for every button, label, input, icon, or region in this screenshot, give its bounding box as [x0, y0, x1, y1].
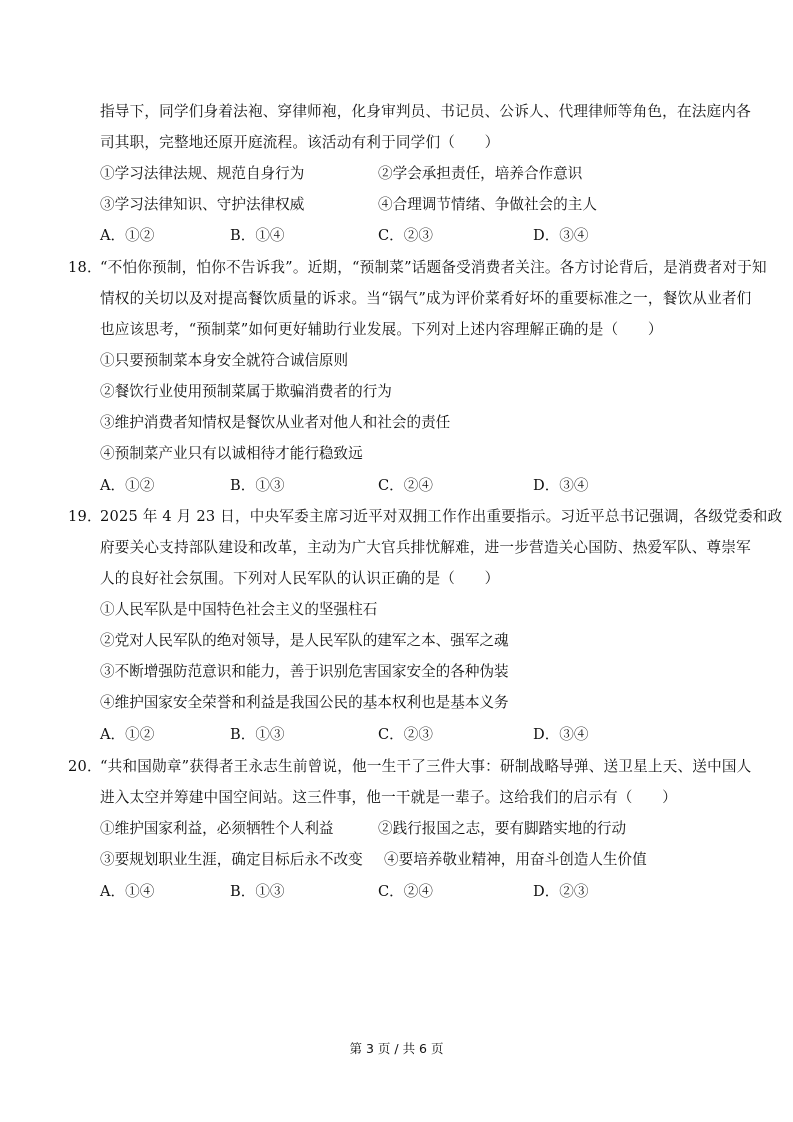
choice-a: A．①②: [100, 726, 155, 743]
question-text-line: 司其职，完整地还原开庭流程。该活动有利于同学们（ ）: [100, 134, 500, 151]
statement-option: ④预制菜产业只有以诚相待才能行稳致远: [100, 445, 363, 462]
choice-d: D．②③: [533, 883, 589, 900]
statement-option: ③维护消费者知情权是餐饮从业者对他人和社会的责任: [100, 414, 451, 431]
statement-option: ①学习法律法规、规范自身行为: [100, 165, 305, 182]
choice-c: C．②③: [378, 227, 433, 244]
question-number: 18．: [68, 259, 102, 276]
question-text-line: 进入太空并筹建中国空间站。这三件事，他一干就是一辈子。这给我们的启示有（ ）: [100, 789, 677, 806]
statement-option: ③学习法律知识、守护法律权威: [100, 196, 305, 213]
question-text-line: “共和国勋章”获得者王永志生前曾说，他一生干了三件大事：研制战略导弹、送卫星上天、送中国人: [100, 758, 752, 775]
statement-option: ②学会承担责任，培养合作意识: [378, 165, 583, 182]
statement-option: ②餐饮行业使用预制菜属于欺骗消费者的行为: [100, 383, 392, 400]
choice-a: A．①②: [100, 477, 155, 494]
choice-b: B．①③: [230, 477, 285, 494]
statement-option: ②党对人民军队的绝对领导，是人民军队的建军之本、强军之魂: [100, 632, 509, 649]
statement-option: ②践行报国之志，要有脚踏实地的行动: [378, 820, 627, 837]
choice-c: C．②③: [378, 726, 433, 743]
statement-option: ①只要预制菜本身安全就符合诚信原则: [100, 352, 349, 369]
statement-option: ④维护国家安全荣誉和利益是我国公民的基本权利也是基本义务: [100, 694, 509, 711]
choice-a: A．①②: [100, 227, 155, 244]
statement-option: ④要培养敬业精神，用奋斗创造人生价值: [384, 851, 647, 868]
choice-d: D．③④: [533, 726, 589, 743]
choice-b: B．①③: [230, 883, 285, 900]
statement-option: ③不断增强防范意识和能力，善于识别危害国家安全的各种伪装: [100, 663, 509, 680]
statement-option: ①人民军队是中国特色社会主义的坚强柱石: [100, 601, 378, 618]
question-text-line: “不怕你预制，怕你不告诉我”。近期，“预制菜”话题备受消费者关注。各方讨论背后，是消费者对于知: [100, 259, 767, 276]
question-number: 19．: [68, 508, 102, 525]
statement-option: ①维护国家利益，必须牺牲个人利益: [100, 820, 334, 837]
question-text-line: 也应该思考，“预制菜”如何更好辅助行业发展。下列对上述内容理解正确的是（ ）: [100, 321, 663, 338]
choice-a: A．①④: [100, 883, 155, 900]
choice-c: C．②④: [378, 883, 433, 900]
question-number: 20．: [68, 758, 102, 775]
question-text-line: 指导下，同学们身着法袍、穿律师袍，化身审判员、书记员、公诉人、代理律师等角色，在法庭内各: [100, 103, 751, 120]
choice-b: B．①③: [230, 726, 285, 743]
choice-b: B．①④: [230, 227, 285, 244]
choice-d: D．③④: [533, 477, 589, 494]
question-text-line: 人的良好社会氛围。下列对人民军队的认识正确的是（ ）: [100, 570, 500, 587]
question-text-line: 府要关心支持部队建设和改革，主动为广大官兵排忧解难，进一步营造关心国防、热爱军队、尊崇军: [100, 539, 751, 556]
page-number-footer: 第 3 页 / 共 6 页: [349, 1041, 444, 1056]
choice-d: D．③④: [533, 227, 589, 244]
statement-option: ④合理调节情绪、争做社会的主人: [378, 196, 597, 213]
statement-option: ③要规划职业生涯，确定目标后永不改变: [100, 851, 363, 868]
choice-c: C．②④: [378, 477, 433, 494]
question-text-line: 情权的关切以及对提高餐饮质量的诉求。当“锅气”成为评价菜肴好坏的重要标准之一，餐饮从业者们: [100, 290, 752, 307]
question-text-line: 2025 年 4 月 23 日，中央军委主席习近平对双拥工作作出重要指示。习近平总书记强调，各级党委和政: [100, 508, 783, 525]
